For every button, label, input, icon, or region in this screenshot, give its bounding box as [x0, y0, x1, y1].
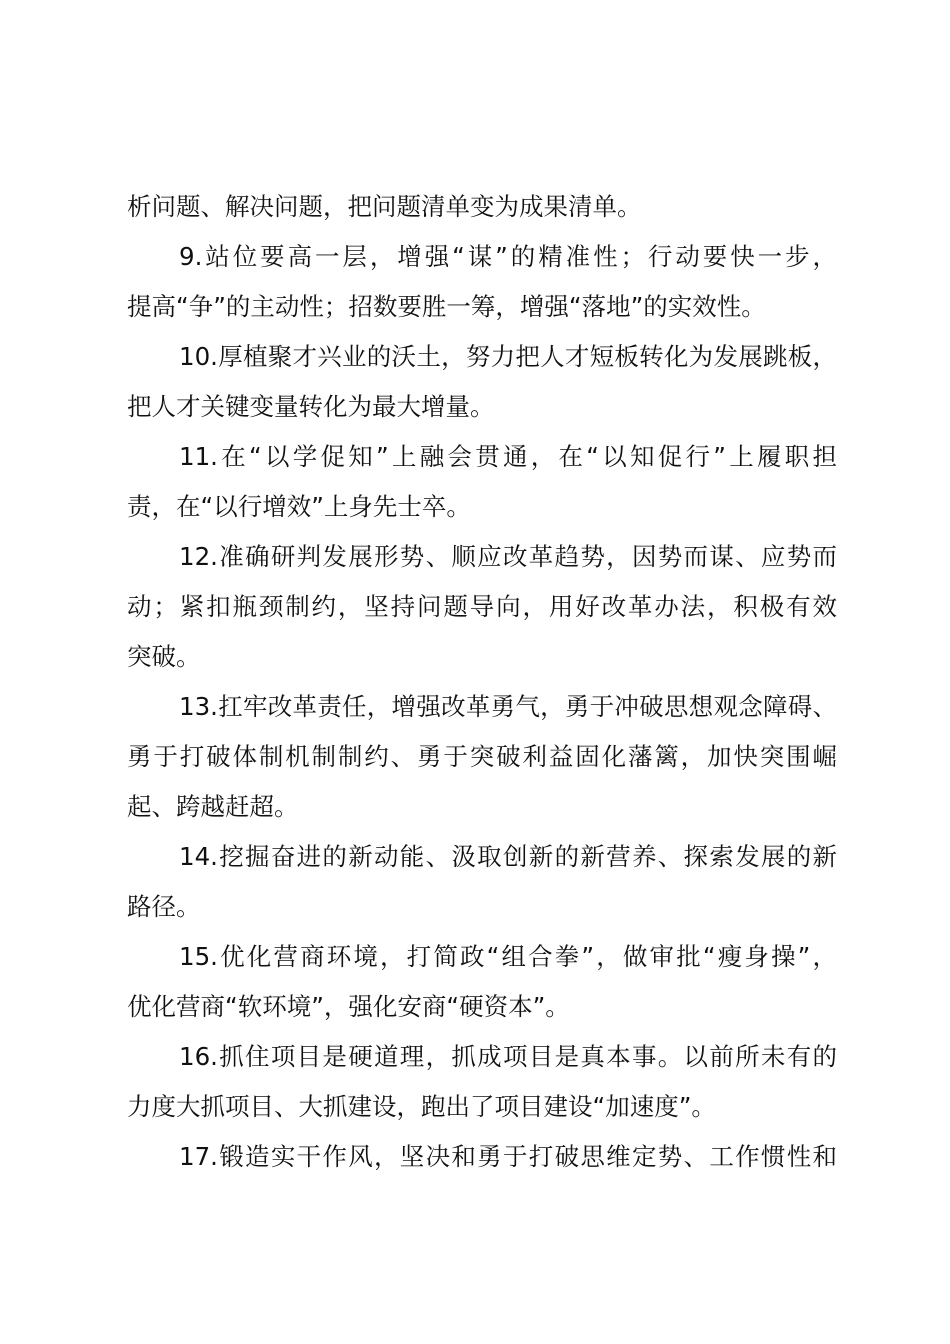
- text-line: 突破。: [127, 642, 201, 671]
- text-line: 析问题、解决问题，把问题清单变为成果清单。: [127, 192, 642, 221]
- item-12-line: 12.准确研判发展形势、顺应改革趋势，因势而谋、应势而: [179, 542, 837, 571]
- text-line: 勇于打破体制机制制约、勇于突破利益固化藩篱，加快突围崛: [127, 742, 837, 771]
- item-10-line: 10.厚植聚才兴业的沃土，努力把人才短板转化为发展跳板，: [179, 342, 837, 371]
- text-line: 力度大抓项目、大抓建设，跑出了项目建设“加速度”。: [127, 1092, 716, 1121]
- text-line: 动；紧扣瓶颈制约，坚持问题导向，用好改革办法，积极有效: [127, 592, 837, 621]
- item-15-line: 15.优化营商环境，打简政“组合拳”，做审批“瘦身操”，: [179, 942, 837, 971]
- item-11-line: 11.在“以学促知”上融会贯通，在“以知促行”上履职担: [179, 442, 837, 471]
- item-17-line: 17.锻造实干作风，坚决和勇于打破思维定势、工作惯性和: [179, 1142, 837, 1171]
- text-line: 路径。: [127, 892, 201, 921]
- text-line: 责，在“以行增效”上身先士卒。: [127, 492, 471, 521]
- text-line: 优化营商“软环境”，强化安商“硬资本”。: [127, 992, 570, 1021]
- item-16-line: 16.抓住项目是硬道理，抓成项目是真本事。以前所未有的: [179, 1042, 837, 1071]
- item-9-line: 9.站位要高一层，增强“谋”的精准性；行动要快一步，: [179, 242, 837, 271]
- body-text: [127, 182, 837, 1182]
- text-line: 起、跨越赶超。: [127, 792, 299, 821]
- text-line: 提高“争”的主动性；招数要胜一筹，增强“落地”的实效性。: [127, 292, 766, 321]
- text-line: 把人才关键变量转化为最大增量。: [127, 392, 495, 421]
- item-14-line: 14.挖掘奋进的新动能、汲取创新的新营养、探索发展的新: [179, 842, 837, 871]
- item-13-line: 13.扛牢改革责任，增强改革勇气，勇于冲破思想观念障碍、: [179, 692, 837, 721]
